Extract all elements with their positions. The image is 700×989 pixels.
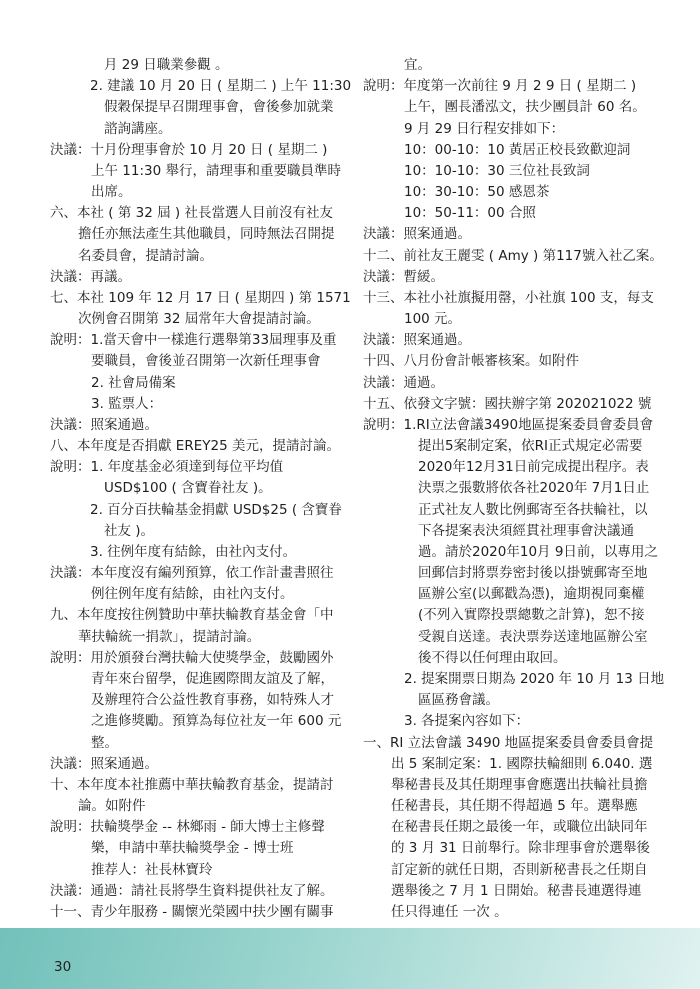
text-line: 宜。 — [404, 57, 431, 73]
agenda-item-heading: 十三、本社小社旗擬用罄，小社旗 100 支，每支 — [363, 289, 654, 306]
text-line: 要職員，會後並召開第一次新任理事會 — [91, 353, 321, 370]
resolution-line: 決議：本年度沒有編列預算，依工作計畫書照往 — [50, 565, 334, 582]
text-line: 社友 )。 — [104, 522, 155, 539]
text-line: 舉秘書長及其任期理事會應選出扶輪社員擔 — [391, 776, 648, 793]
text-line: 青年來台留學，促進國際間友誼及了解， — [91, 670, 334, 687]
text-line: (不列入實際投票總數之計算)，恕不接 — [418, 607, 645, 624]
proposal-heading: 一、RI 立法會議 3490 地區提案委員會委員會提 — [363, 734, 654, 751]
resolution-line: 決議：照案通過。 — [50, 416, 158, 433]
text-line: 下各提案表決須經貫社理事會決議通 — [418, 522, 634, 539]
text-line: 訂定新的就任日期，否則新秘書長之任期自 — [391, 861, 648, 878]
schedule-line: 10：50-11：00 合照 — [404, 205, 536, 222]
text-line: 正式社友人數比例郵寄至各扶輪社，以 — [418, 501, 648, 518]
right-column — [363, 55, 665, 923]
sub-item-line: 3. 往例年度有結餘，由社內支付。 — [90, 543, 297, 560]
text-line: 受親自送達。表決票券送達地區辦公室 — [418, 628, 648, 645]
text-line: 決票之張數將依各社2020年 7月1日止 — [418, 480, 650, 497]
schedule-line: 10：00-10：10 黃居正校長致歡迎詞 — [404, 141, 631, 158]
agenda-item-heading: 十一、青少年服務 - 關懷光榮國中扶少團有關事 — [50, 903, 334, 920]
text-line: 2020年12月31日前完成提出程序。表 — [418, 459, 649, 476]
text-line: USD$100 ( 含寶眷社友 )。 — [104, 480, 272, 497]
text-line: 任只得連任 一次 。 — [391, 903, 508, 920]
text-line: 之進修獎勵。預算為每位社友一年 600 元 — [91, 713, 342, 730]
text-line: 出 5 案制定案：1. 國際扶輪細則 6.040. 選 — [391, 755, 653, 772]
footer-band — [0, 928, 700, 989]
text-line: 回郵信封將票券密封後以掛號郵寄至地 — [418, 565, 648, 582]
text-line: 及辦理符合公益性教育事務，如特殊人才 — [91, 692, 334, 709]
agenda-item-heading: 十、本年度本社推薦中華扶輪教育基金，提請討 — [50, 776, 334, 793]
resolution-line: 決議：暫緩。 — [363, 268, 444, 285]
resolution-line: 決議：照案通過。 — [363, 226, 471, 243]
sub-item-line: 2. 社會局備案 — [91, 374, 176, 391]
explanation-line: 說明：1. 年度基金必須達到每位平均值 — [50, 459, 284, 476]
text-line: 的 3 月 31 日前舉行。除非理事會於選舉後 — [391, 840, 650, 857]
text-line: 9 月 29 日行程安排如下： — [404, 120, 565, 137]
text-line: 諮詢講座。 — [104, 120, 172, 137]
explanation-line: 說明：1.當天會中一樣進行選舉第33屆理事及重 — [50, 332, 337, 349]
text-line: 提出5案制定案，依RI正式規定必需要 — [418, 438, 643, 455]
agenda-item-heading: 十二、前社友王麗雯 ( Amy ) 第117號入社乙案。 — [363, 247, 663, 264]
text-line: 上午 11:30 舉行，請理事和重要職員準時 — [91, 162, 341, 179]
text-line: 月 29 日職業參觀 。 — [104, 57, 229, 73]
text-line: 100 元。 — [404, 311, 462, 328]
explanation-line: 說明：扶輪獎學金 -- 林鄉雨 - 師大博士主修聲 — [50, 819, 325, 836]
text-line: 次例會召開第 32 屆常年大會提請討論。 — [78, 311, 320, 328]
text-line: 推荐人：社長林寶玲 — [91, 861, 213, 878]
text-line: 上午，團長潘泓文，扶少團員計 60 名。 — [404, 99, 646, 116]
resolution-line: 決議：照案通過。 — [50, 755, 158, 772]
agenda-item-heading: 六、本社 ( 第 32 屆 ) 社長當選人目前沒有社友 — [50, 205, 333, 222]
text-line: 區辦公室(以郵戳為憑)，逾期視同棄權 — [418, 586, 645, 603]
text-line: 華扶輪統一捐款」，提請討論。 — [78, 628, 261, 645]
sub-item-line: 3. 監票人： — [91, 395, 163, 412]
text-line: 區區務會議。 — [418, 692, 499, 709]
resolution-line: 決議：通過。 — [363, 374, 444, 391]
agenda-item-heading: 七、本社 109 年 12 月 17 日 ( 星期四 ) 第 1571 — [50, 289, 351, 306]
resolution-line: 決議：十月份理事會於 10 月 20 日 ( 星期二 ) — [50, 141, 328, 158]
text-line: 擔任亦無法產生其他職員，同時無法召開提 — [78, 226, 335, 243]
text-line: 論。如附件 — [78, 798, 146, 815]
text-line: 選舉後之 7 月 1 日開始。秘書長連選得連 — [391, 882, 642, 899]
agenda-item-heading: 十四、八月份會計帳審核案。如附件 — [363, 353, 579, 370]
text-line: 假穀保提早召開理事會，會後參加就業 — [104, 99, 334, 116]
sub-item-line: 2. 百分百扶輪基金捐獻 USD$25 ( 含寶眷 — [90, 501, 342, 518]
explanation-line: 說明：年度第一次前往 9 月 2 9 日 ( 星期二 ) — [363, 78, 637, 95]
text-line: 在秘書長任期之最後一年，或職位出缺同年 — [391, 819, 648, 836]
page-number: 30 — [54, 959, 72, 975]
left-column — [50, 55, 352, 923]
agenda-item-heading: 十五、依發文字號：國扶辦字第 202021022 號 — [363, 395, 652, 412]
agenda-item-heading: 八、本年度是否捐獻 EREY25 美元，提請討論。 — [50, 438, 340, 455]
agenda-item-heading: 九、本年度按往例贊助中華扶輪教育基金會「中 — [50, 607, 334, 624]
text-line: 樂，申請中華扶輪獎學金 - 博士班 — [91, 840, 294, 857]
text-line: 出席。 — [91, 184, 132, 201]
sub-item-line: 3. 各提案內容如下： — [404, 713, 530, 730]
text-line: 名委員會，提請討論。 — [78, 247, 213, 264]
text-line: 任秘書長，其任期不得超過 5 年。選舉應 — [391, 798, 638, 815]
text-line: 例往例年度有結餘，由社內支付。 — [91, 586, 294, 603]
resolution-line: 決議：照案通過。 — [363, 332, 471, 349]
text-line: 過。請於2020年10月 9日前，以專用之 — [418, 543, 658, 560]
explanation-line: 說明：用於頒發台灣扶輪大使獎學金，鼓勵國外 — [50, 649, 334, 666]
text-line: 整。 — [91, 734, 118, 751]
text-line: 後不得以任何理由取回。 — [418, 649, 567, 666]
resolution-line: 決議：再議。 — [50, 268, 131, 285]
resolution-line: 決議：通過：請社長將學生資料提供社友了解。 — [50, 882, 334, 899]
sub-item-line: 2. 提案開票日期為 2020 年 10 月 13 日地 — [404, 670, 665, 687]
sub-item-line: 2. 建議 10 月 20 日 ( 星期二 ) 上午 11:30 — [90, 78, 352, 95]
schedule-line: 10：10-10：30 三位社長致詞 — [404, 162, 590, 179]
schedule-line: 10：30-10：50 感恩茶 — [404, 184, 550, 201]
explanation-line: 說明：1.RI立法會議3490地區提案委員會委員會 — [363, 416, 654, 433]
